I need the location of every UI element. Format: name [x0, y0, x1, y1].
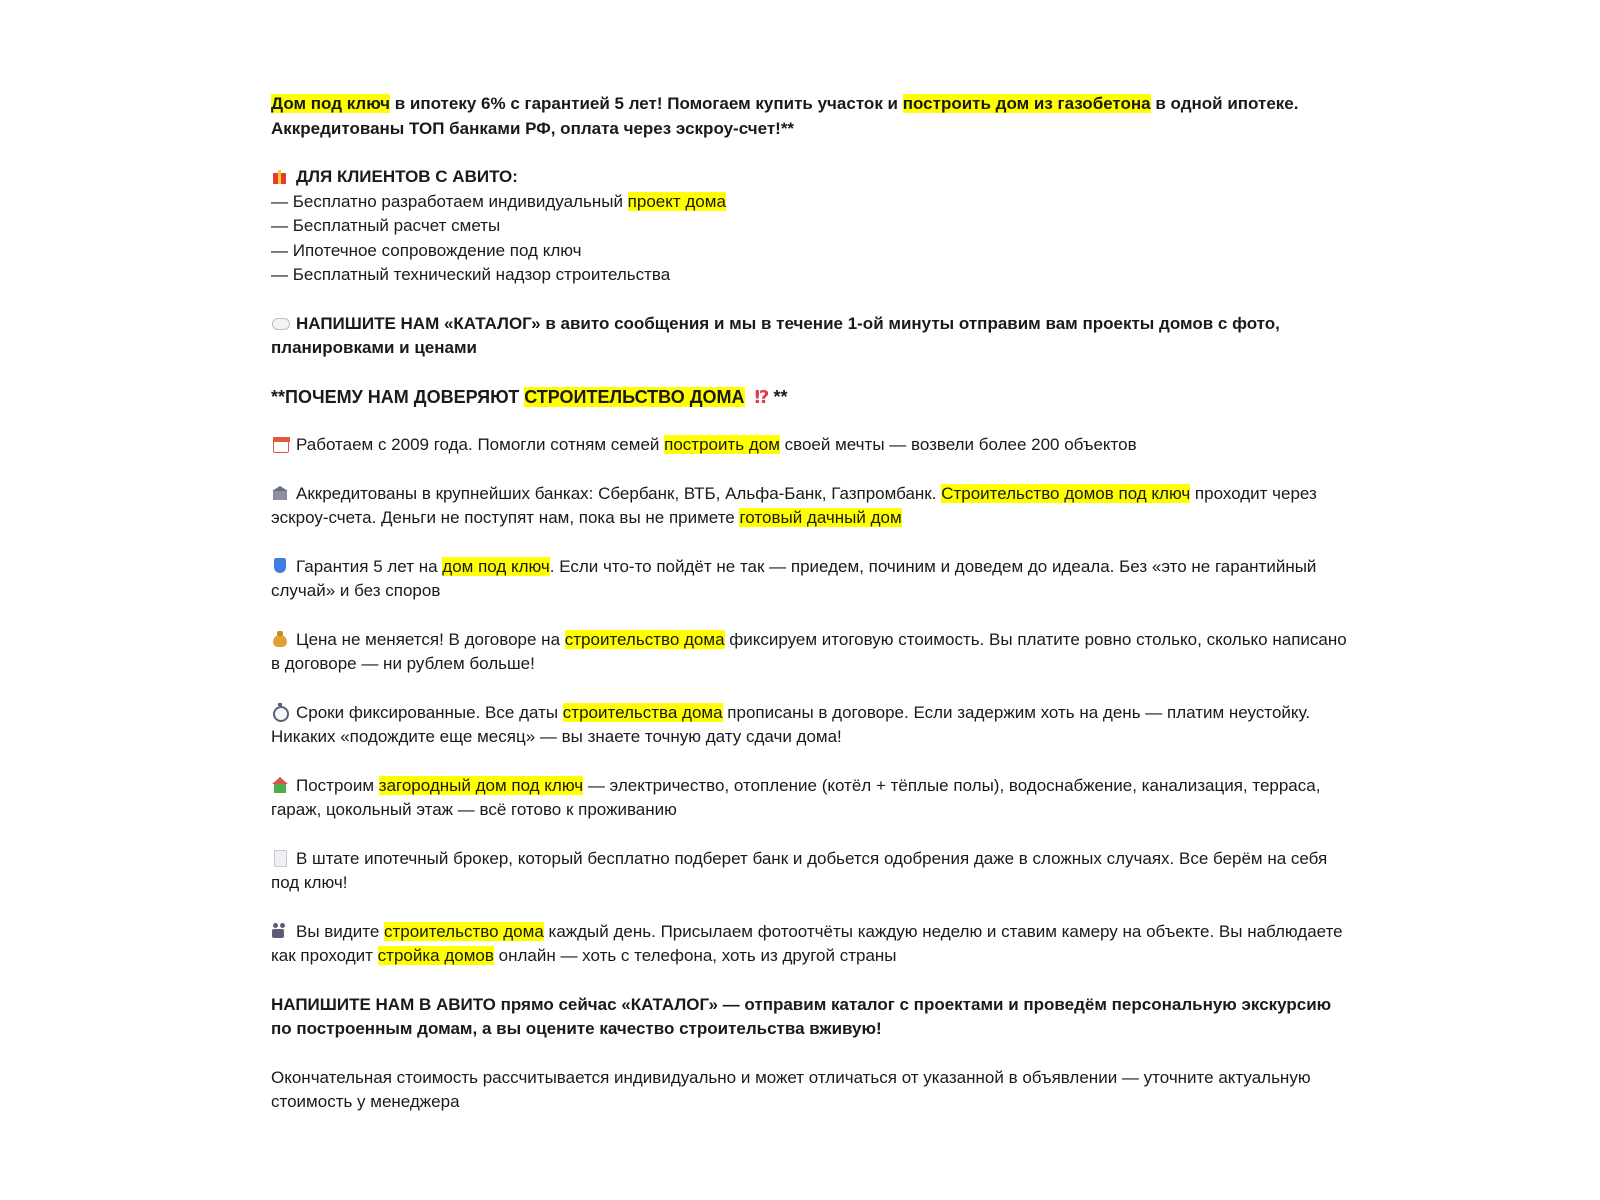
- highlight-keyword: строительства дома: [562, 702, 723, 722]
- final-cta: НАПИШИТЕ НАМ В АВИТО прямо сейчас «КАТАЛОГ» — отправим каталог с проектами и проведём персональную экскурсию по построенным домам, а вы оцените качество строительства вживую!: [271, 994, 1332, 1038]
- trust-point-text: . Если что-то пойдёт не так — приедем, починим и доведем до идеала. Без «это не гарантийный случай» и без споров: [271, 556, 1317, 600]
- highlight-keyword: загородный дом под ключ: [378, 775, 584, 795]
- trust-point: [271, 482, 1351, 531]
- clients-heading-text: ДЛЯ КЛИЕНТОВ С АВИТО:: [296, 167, 518, 186]
- spacer: [271, 896, 1351, 920]
- highlight-keyword: готовый дачный дом: [739, 508, 902, 527]
- trust-heading-prefix: **ПОЧЕМУ НАМ ДОВЕРЯЮТ: [271, 386, 525, 407]
- money-bag-icon: [271, 630, 289, 648]
- speech-bubble-icon: [271, 314, 289, 332]
- trust-point: [271, 847, 1351, 896]
- benefit-item: — Бесплатно разработаем индивидуальный: [271, 191, 628, 211]
- bank-icon: [271, 484, 289, 502]
- intro-text: в ипотеку 6% с гарантией 5 лет! Помогаем купить участок и: [389, 94, 903, 113]
- trust-point: [271, 433, 1351, 458]
- spacer: [271, 361, 1351, 385]
- spacer: [271, 458, 1351, 482]
- trust-heading-suffix: **: [773, 386, 788, 407]
- trust-point-text: своей мечты — возвели более 200 объектов: [779, 435, 1137, 454]
- trust-point-text: Аккредитованы в крупнейших банках: Сбербанк, ВТБ, Альфа-Банк, Газпромбанк.: [296, 483, 942, 503]
- spacer: [271, 141, 1351, 165]
- trust-heading: [271, 385, 1351, 410]
- spacer: [271, 409, 1351, 433]
- shield-icon: [271, 557, 289, 575]
- intro-paragraph: [271, 92, 1351, 141]
- trust-point: [271, 920, 1351, 969]
- trust-point-text: прописаны в договоре. Если задержим хоть на день — платим неустойку. Никаких «подождите еще месяц» — вы знаете точную дату сдачи дома!: [271, 702, 1311, 746]
- trust-point-text: В штате ипотечный брокер, который бесплатно подберет банк и добьется одобрения даже в сложных случаях. Все берём на себя под ключ!: [271, 848, 1328, 892]
- spacer: [271, 604, 1351, 628]
- spacer: [271, 1042, 1351, 1066]
- highlight-keyword: стройка домов: [377, 946, 494, 965]
- highlight-keyword: СТРОИТЕЛЬСТВО ДОМА: [524, 386, 745, 407]
- trust-point-text: онлайн — хоть с телефона, хоть из другой страны: [493, 946, 897, 965]
- benefit-item: — Бесплатный технический надзор строительства: [271, 265, 671, 284]
- spacer: [271, 969, 1351, 993]
- catalog-cta: [271, 312, 1351, 361]
- trust-point-text: Цена не меняется! В договоре на: [296, 629, 565, 649]
- highlight-keyword: строительство дома: [384, 921, 544, 941]
- highlight-keyword: строительство дома: [564, 629, 725, 649]
- benefit-item: — Бесплатный расчет сметы: [271, 216, 501, 235]
- highlight-keyword: проект дома: [627, 191, 726, 211]
- spacer: [271, 677, 1351, 701]
- trust-point: [271, 628, 1351, 677]
- highlight-keyword: Строительство домов под ключ: [941, 483, 1191, 503]
- spacer: [271, 823, 1351, 847]
- trust-point-text: Построим: [296, 775, 379, 795]
- movie-camera-icon: [271, 922, 289, 940]
- benefit-item: — Ипотечное сопровождение под ключ: [271, 240, 582, 260]
- trust-point: [271, 555, 1351, 604]
- page-icon: [271, 849, 289, 867]
- interrobang-icon: ⁉: [754, 386, 770, 407]
- trust-point-text: Вы видите: [296, 921, 384, 941]
- intro-text: в одной ипотеке. Аккредитованы ТОП банками РФ, оплата через эскроу-счет!**: [271, 94, 1299, 138]
- highlight-keyword: дом под ключ: [442, 556, 550, 576]
- trust-point-text: фиксируем итоговую стоимость. Вы платите ровно столько, сколько написано в договоре — ни рублем больше!: [271, 629, 1347, 673]
- trust-point: [271, 701, 1351, 750]
- calendar-icon: [271, 435, 289, 453]
- trust-point: [271, 774, 1351, 823]
- highlight-keyword: Дом под ключ: [271, 94, 390, 113]
- highlight-keyword: построить дом: [664, 435, 780, 454]
- gift-icon: [271, 167, 289, 185]
- trust-point-text: Гарантия 5 лет на: [296, 556, 443, 576]
- trust-point-text: Работаем с 2009 года. Помогли сотням семей: [296, 435, 665, 454]
- catalog-cta-text: НАПИШИТЕ НАМ «КАТАЛОГ» в авито сообщения и мы в течение 1-ой минуты отправим вам проекты домов с фото, планировками и ценами: [271, 313, 1280, 357]
- spacer: [271, 531, 1351, 555]
- spacer: [271, 288, 1351, 312]
- stopwatch-icon: [271, 703, 289, 721]
- highlight-keyword: построить дом из газобетона: [902, 94, 1151, 113]
- house-with-garden-icon: [271, 776, 289, 794]
- clients-block: [271, 165, 1351, 288]
- spacer: [271, 750, 1351, 774]
- clients-heading: [271, 167, 518, 186]
- trust-point-text: — электричество, отопление (котёл + тёплые полы), водоснабжение, канализация, терраса, гараж, цокольный этаж — всё готово к проживанию: [271, 775, 1321, 819]
- trust-point-text: проходит через эскроу-счета. Деньги не поступят нам, пока вы не примете: [271, 483, 1317, 527]
- trust-point-text: каждый день. Присылаем фотоотчёты каждую неделю и ставим камеру на объекте. Вы наблюдаете как проходит: [271, 921, 1343, 965]
- price-disclaimer: Окончательная стоимость рассчитывается индивидуально и может отличаться от указанной в объявлении — уточните актуальную стоимость у менеджера: [271, 1067, 1311, 1111]
- listing-description: [271, 92, 1351, 1115]
- trust-point-text: Сроки фиксированные. Все даты: [296, 702, 563, 722]
